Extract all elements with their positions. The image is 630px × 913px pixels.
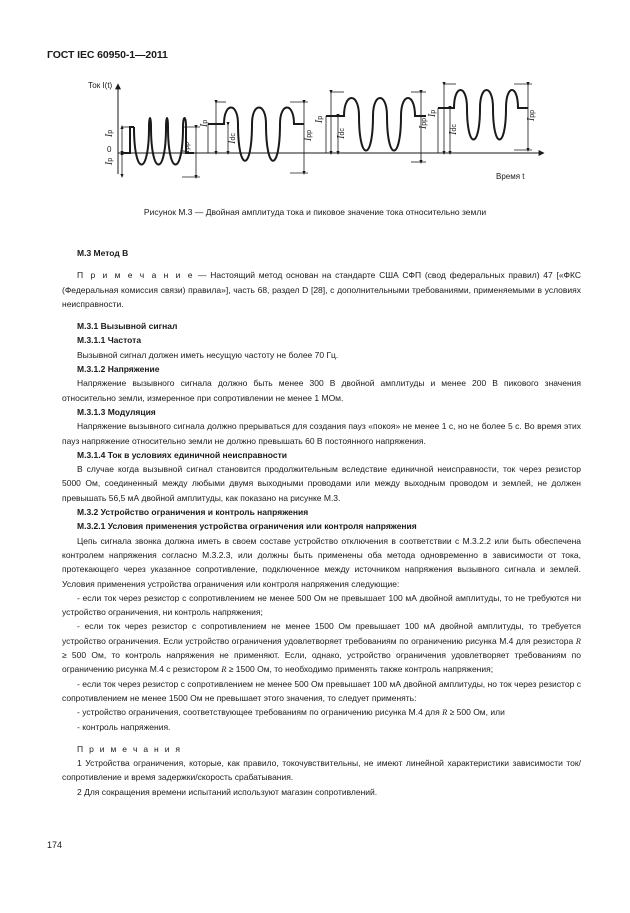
- list-item-3b: - контроль напряжения.: [77, 721, 171, 732]
- notes-label: П р и м е ч а н и я: [77, 743, 182, 754]
- section-m313-heading: М.3.1.3 Модуляция: [77, 406, 156, 417]
- x-axis-label: Время t: [496, 172, 525, 181]
- label-ipp-2: Ipp: [303, 129, 315, 142]
- list-item-3a: - устройство ограничения, соответствующее требованиям по ограничению рисунка М.4 для R ≥ 500 Ом, или: [77, 707, 505, 718]
- list-item-3: - если ток через резистор с сопротивлением не менее 500 Ом превышает 100 мА двойной амплитуды, но ток через резистор с сопротивлением не менее 1500 Ом не превышает этого значения, то следует применять:: [62, 678, 581, 703]
- note-item-1: 1 Устройства ограничения, которые, как правило, токочувствительны, не имеют линейной характеристики зависимости ток/сопротивление и время задержки/скорость срабатывания.: [62, 758, 581, 783]
- section-m314-heading: М.3.1.4 Ток в условиях единичной неисправности: [77, 449, 287, 460]
- section-m321-text: Цепь сигнала звонка должна иметь в своем составе устройство отключения в соответствии с М.3.2.2 или быть обеспечена контролем напряжения согласно М.3.2.3, или должны быть применены оба метода одновременно в зависимости от тока, протекающего через указанное сопротивление, подключенное между источником напряжения вызывного сигнала и землей. Условия применения устройства ограничения или контроля напряжения следующие:: [62, 535, 581, 589]
- section-m32-heading: М.3.2 Устройство ограничения и контроль напряжения: [77, 507, 309, 518]
- section-m313-text: Напряжение вызывного сигнала должно прерываться для создания пауз «покоя» не менее 1 с, но не более 5 с. Во время этих пауз напряжение относительно земли не должно превышать 60 В постоянного напряжения.: [62, 421, 581, 446]
- note-1: П р и м е ч а н и е — Настоящий метод основан на стандарте США СФП (свод федеральных правил) 47 [«ФКС (Федеральная комиссия связи) правила»], часть 68, раздел D [28], с дополнительными требованиями, применяемыми в условиях неисправности.: [62, 270, 581, 309]
- label-ipp-4: Ipp: [526, 109, 538, 122]
- label-ip-4: Ip: [427, 109, 439, 118]
- waveform-3: [326, 98, 426, 151]
- section-m31-heading: М.3.1 Вызывной сигнал: [77, 321, 178, 332]
- waveform-diagram: [76, 78, 554, 188]
- y-axis-label: Ток I(t): [88, 81, 113, 90]
- document-header: ГОСТ IEC 60950-1—2011: [47, 49, 168, 61]
- label-ipp-3: Ipp: [418, 117, 430, 130]
- label-ip-1b: Ip: [104, 157, 116, 166]
- label-idc-2: Idc: [226, 133, 238, 144]
- figure-caption: Рисунок М.3 — Двойная амплитуда тока и пиковое значение тока относительно земли: [143, 207, 487, 217]
- label-idc-3: Idc: [335, 128, 347, 139]
- section-m312-heading: М.3.1.2 Напряжение: [77, 364, 160, 375]
- page-number: 174: [47, 840, 63, 850]
- label-ip-3: Ip: [314, 115, 326, 124]
- section-m311-text: Вызывной сигнал должен иметь несущую частоту не более 70 Гц.: [77, 349, 339, 360]
- section-m321-heading: М.3.2.1 Условия применения устройства ограничения или контроля напряжения: [77, 521, 417, 532]
- section-m314-text: В случае когда вызывной сигнал становится продолжительным вследствие единичной неисправности, ток через резистор 5000 Ом, соединенный между любыми двумя выходными проводами или между выходным проводом и землей, не должен превышать 56,5 мА двойной амплитуды, как показано на рисунке М.3.: [62, 464, 581, 503]
- list-item-1: - если ток через резистор с сопротивлением не менее 500 Ом не превышает 100 мА двойной амплитуды, то не требуются ни устройство ограничения, ни контроль напряжения;: [62, 592, 581, 618]
- section-m312-text: Напряжение вызывного сигнала должно быть менее 300 В двойной амплитуды и менее 200 В пикового значения относительно земли, измеренное при сопротивлении не менее 1 МОм.: [62, 378, 581, 403]
- figure-m3: [76, 78, 554, 188]
- list-item-2: - если ток через резистор с сопротивлением не менее 1500 Ом превышает 100 мА двойной амплитуды, то требуется устройство ограничения. Если устройство ограничения удовлетворяет требованиям по ограничению рисунка М.4 для резистора R ≥ 500 Ом, то контроль напряжения не применяют. Если, однако, устройство ограничения удовлетворяет требованиям по ограничению рисунка М.4 с резистором R ≥ 1500 Ом, то необходимо применять также контроль напряжения;: [62, 621, 581, 675]
- section-m311-heading: М.3.1.1 Частота: [77, 335, 142, 346]
- main-content: [62, 246, 581, 799]
- label-ip-2: Ip: [199, 119, 211, 128]
- section-m3-heading: М.3 Метод В: [77, 248, 129, 258]
- label-ipp-1: Ipp: [181, 141, 193, 154]
- note-item-2: 2 Для сокращения времени испытаний используют магазин сопротивлений.: [77, 786, 378, 797]
- label-idc-4: Idc: [447, 124, 459, 135]
- label-ip-1: Ip: [104, 129, 116, 138]
- zero-label: 0: [107, 145, 112, 154]
